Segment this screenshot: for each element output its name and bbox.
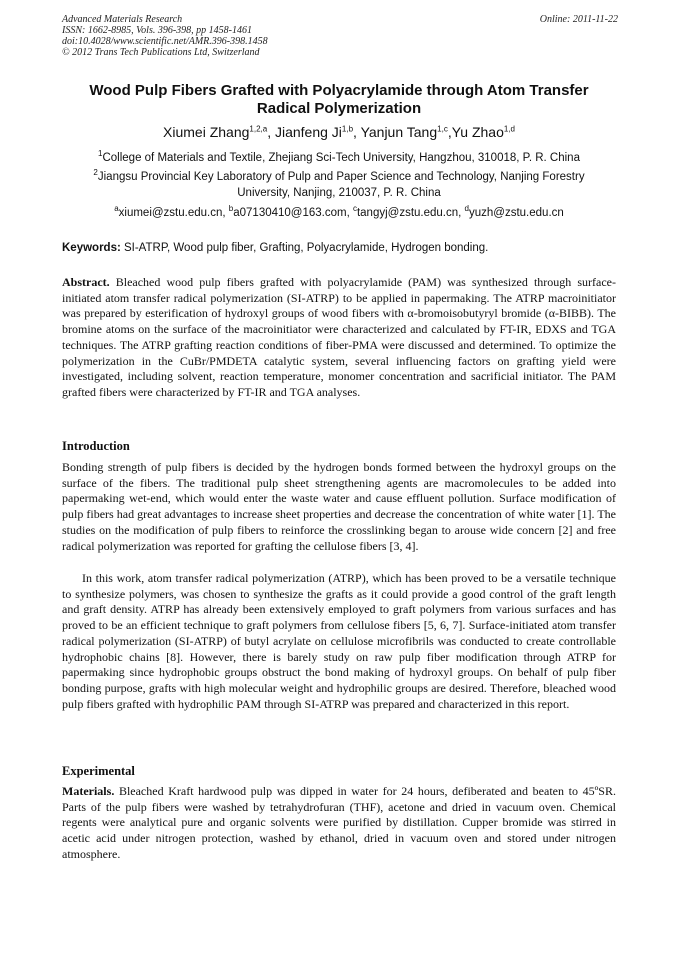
email-sep: ,: [458, 207, 465, 219]
author: [452, 124, 515, 140]
affiliation-2: [62, 169, 616, 201]
issn-line: ISSN: 1662-8985, Vols. 396-398, pp 1458-1461: [62, 25, 252, 36]
author-sup: 1,c: [437, 124, 448, 134]
materials-label: Materials.: [62, 784, 115, 798]
journal-header: [62, 14, 618, 58]
email-address: xiumei@zstu.edu.cn: [118, 207, 223, 219]
introduction-paragraph-2: In this work, atom transfer radical polymerization (ATRP), which has been proved to be a versatile technique to synthesize polymers, was chosen to synthesize the grafts as it could provide a good control of the graft length and graft density. ATRP has already been extensively employed to graft polymers from various surfaces and has proved to be an efficient technique to graft polymers from cellulose fibers [5, 6, 7]. Surface-initiated atom transfer radical polymerization (SI-ATRP) of butyl acrylate on cellulose microfibrils was conducted to create controllable hydrophobic chains [8]. However, there is barely study on raw pulp fiber modification through ATRP for papermaking since hydrophobic groups obstruct the bond making of hydroxyl groups. On behalf of pulp fiber bonding purpose, grafts with high molecular weight and hydrophilic groups are desired. Therefore, bleached wood pulp fibers grafted with hydrophilic PAM through SI-ATRP was prepared and characterized in this report.: [62, 571, 616, 711]
author-name: Xiumei Zhang: [163, 124, 250, 140]
affiliation-sup: 2: [93, 168, 98, 178]
author-name: Yanjun Tang: [360, 124, 438, 140]
author-sup: 1,d: [503, 124, 515, 134]
affiliation-text: Jiangsu Provincial Key Laboratory of Pulp and Paper Science and Technology, Nanjing Forestry: [97, 171, 585, 183]
author: [361, 124, 452, 140]
email-list: [62, 205, 616, 221]
journal-name: Advanced Materials Research: [62, 14, 183, 25]
affiliation-line: [62, 169, 616, 185]
author-sup: 1,2,a: [249, 124, 268, 134]
introduction-paragraph-1: Bonding strength of pulp fibers is decided by the hydrogen bonds formed between the hydroxyl groups on the surface of the fibers. The traditional pulp sheet strengthening agents are macromolecules to be added into papermaking wet-end, which would enter the waste water and cause effluent pollution. Surface modification of pulp fibers had great advantages to increase sheet properties and decrease the concentration of white water [1]. The studies on the modification of pulp fibers to reinforce the crosslinking began to arouse wide concern [2] and free radical polymerization was reported for grafting the cellulose fibers [3, 4].: [62, 460, 616, 553]
title-line-1: Wood Pulp Fibers Grafted with Polyacrylamide through Atom Transfer: [89, 82, 589, 99]
abstract-label: Abstract.: [62, 275, 110, 289]
email-entry: [228, 204, 353, 219]
keywords-text: SI-ATRP, Wood pulp fiber, Grafting, Polyacrylamide, Hydrogen bonding.: [120, 242, 489, 254]
paper-title: [62, 82, 616, 118]
online-date: Online: 2011-11-22: [539, 14, 618, 25]
email-address: tangyj@zstu.edu.cn: [356, 207, 459, 219]
introduction-heading: Introduction: [62, 439, 130, 453]
author-sep: ,: [353, 124, 361, 140]
author: [275, 124, 361, 140]
email-address: yuzh@zstu.edu.cn: [469, 207, 564, 219]
email-sep: ,: [346, 207, 353, 219]
author-list: [62, 123, 616, 141]
abstract-text: Bleached wood pulp fibers grafted with polyacrylamide (PAM) was synthesized through surface-initiated atom transfer radical polymerization (SI-ATRP) to be applied in papermaking. The ATRP macroinitiator was prepared by esterification of hydroxyl groups of wood fibers with α-bromoisobutyryl bromide (α-BIBB). The bromine atoms on the surface of the macroinitiator were characterized and calculated by FT-IR, EDXS and TGA techniques. The ATRP grafting reaction conditions of fiber-PMA were discussed and determined. To optimize the polymerization in the CuBr/PMDETA catalytic system, several influencing factors on grafting yield were investigated, including solvent, reaction temperature, monomer concentration and sacrificial initiator. The PAM grafted fibers were characterized by FT-IR and TGA analyses.: [62, 275, 616, 399]
author-sep: ,: [267, 124, 275, 140]
affiliation-sup: 1: [98, 149, 103, 159]
copyright-line: © 2012 Trans Tech Publications Ltd, Switzerland: [62, 47, 260, 58]
email-entry: [114, 204, 229, 219]
author-name: Jianfeng Ji: [274, 124, 342, 140]
author-sep: ,: [447, 124, 452, 140]
materials-text: Bleached Kraft hardwood pulp was dipped in water for 24 hours, defiberated and beaten to 45ºSR. Parts of the pulp fibers were washed by tetrahydrofuran (THF), acetone and dried in vacuum oven. Chemical regents were analytical pure and organic solvents were purified by distillation. Cupper bromide was stirred in acetic acid under nitrogen protection, washed by ethanol, dried in vacuum oven and stored under nitrogen atmosphere.: [62, 784, 616, 861]
affiliation-text: College of Materials and Textile, Zhejiang Sci-Tech University, Hangzhou, 310018, P. R. China: [102, 152, 580, 164]
email-address: a07130410@163.com: [233, 207, 347, 219]
email-sep: ,: [222, 207, 229, 219]
abstract: [62, 275, 616, 401]
author-sup: 1,b: [341, 124, 354, 134]
doi-line: doi:10.4028/www.scientific.net/AMR.396-398.1458: [62, 36, 268, 47]
email-sup: d: [464, 204, 469, 214]
author-name: Yu Zhao: [451, 124, 504, 140]
email-sup: b: [228, 204, 234, 214]
affiliation-1: [62, 150, 616, 166]
email-entry: [464, 204, 564, 219]
materials-paragraph: [62, 784, 616, 863]
keywords: [62, 240, 616, 256]
experimental-heading: Experimental: [62, 764, 135, 778]
email-sup: c: [352, 204, 357, 214]
author: [163, 124, 275, 140]
title-line-2: Radical Polymerization: [256, 100, 422, 117]
keywords-label: Keywords:: [62, 242, 121, 254]
email-entry: [352, 204, 465, 219]
email-sup: a: [114, 204, 119, 214]
affiliation-line: University, Nanjing, 210037, P. R. China: [237, 187, 441, 199]
